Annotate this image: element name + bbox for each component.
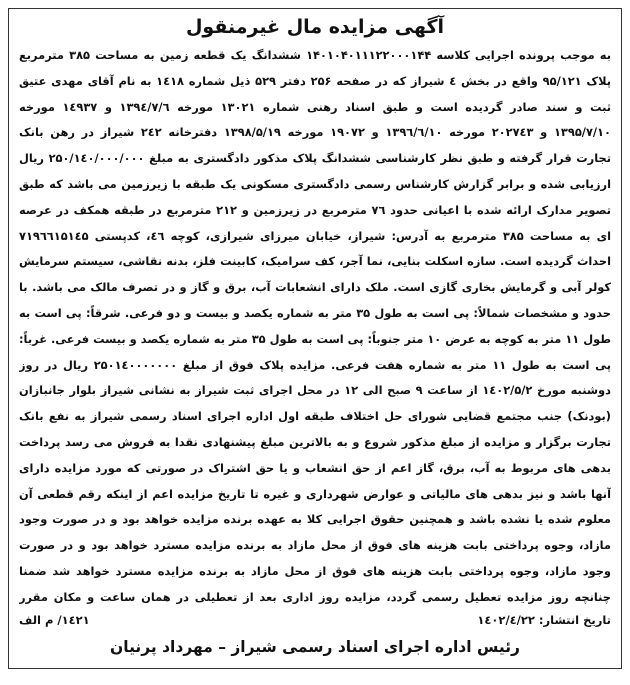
notice-meta — [19, 609, 611, 631]
publish-date: تاریخ انتشار: ۱٤۰۲/٤/۲۲ — [477, 613, 611, 627]
auction-notice — [8, 8, 622, 669]
notice-body: به موجب پرونده اجرایی کلاسه ۱۴۰۱۰۴۰۱۱۱۲۲۰۰۰۱۴۴ ششدانگ یک قطعه زمین به مساحت ۳۸۵ مترمربع پلاک ۹۵/۱۲۱ واقع در بخش ٤ شیراز که در صفحه ۲۵۶ دفتر ۵۲۹ ذیل شماره ۱٤۱۸ به نام آقای مهدی عتیق ثبت و سند صادر گردیده است و طبق اسناد رهنی شماره ۱۳۰۲۱ مورخه ۱۳۹٤/۷/٦ و ۱٤۹۳۷ مورخه ۱۳۹۵/۷/۱۰ و ۲۰۲۷٤۳ مورخه ۱۳۹٦/٦/۱۰ و ۱۹۰۷۲ مورخه ۱۳۹۸/۵/۱۹ دفترخانه ۲٤۲ شیراز در رهن بانک تجارت قرار گرفته و طبق نظر کارشناسی ششدانگ پلاک مذکور دادگستری به مبلغ ۲۵۰/۱٤۰/۰۰۰/۰۰۰ ریال ارزیابی شده و برابر گزارش کارشناس رسمی دادگستری مسکونی یک طبقه با زیرزمین می باشد که طبق تصویر مدارک ارائه شده با اعیانی حدود ۷٦ مترمربع در زیرزمین و ۲۱۲ مترمربع در طبقه همکف در عرصه ای به مساحت ۳۸۵ مترمربع به آدرس: شیراز، خیابان میرزای شیرازی، کوچه ٤٦، کدپستی ۷۱۹٦٦۱۵۱٤۵ احداث گردیده است. سازه اسکلت بنایی، نما آجر، کف سرامیک، کابینت فلز، بدنه نقاشی، سیستم سرمایش کولر آبی و گرمایش بخاری گازی است. ملک دارای انشعابات آب، برق و گاز و در تصرف مالک می باشد. با حدود و مشخصات شمالاً: پی است به طول ۳۵ متر به شماره یکصد و بیست و دو فرعی. شرقاً: پی است به طول ۱۱ متر به کوچه به عرض ۱۰ متر جنوباً: پی است به طول ۳۵ متر به شماره یکصد و بیست فرعی. غرباً: پی است به طول ۱۱ متر به شماره هفت فرعی. مزایده پلاک فوق از مبلغ ۲۵۰۱٤۰۰۰۰۰۰۰ ریال در روز دوشنبه مورخ ۱٤۰۲/۵/۲ از ساعت ۹ صبح الی ۱۲ در محل اجرای ثبت شیراز به نشانی شیراز بلوار جانبازان (بودنک) جنب مجتمع قضایی شورای حل اختلاف طبقه اول اداره اجرای اسناد رسمی شیراز به نفع بانک تجارت برگزار و مزایده از مبلغ مذکور شروع و به بالاترین مبلغ پیشنهادی نقدا به فروش می رسد پرداخت بدهی های مربوط به آب، برق، گاز اعم از حق انشعاب و یا حق اشتراک در صورتی که مورد مزایده دارای آنها باشد و نیز بدهی های مالیاتی و عوارض شهرداری و غیره تا تاریخ مزایده اعم از اینکه رقم قطعی آن معلوم شده یا نشده باشد و همچنین حقوق اجرایی کلا به عهده برنده مزایده خواهد بود و در صورت وجود مازاد، وجوه پرداختی بابت هزینه های فوق از محل مازاد به برنده مزایده مسترد خواهد بود و در صورت وجود مازاد، وجوه پرداختی بابت هزینه های فوق از محل مازاد به برنده مزایده مسترد خواهد شد ضمنا چنانچه روز مزایده تعطیل رسمی گردد، مزایده روز اداری بعد از تعطیلی در همان ساعت و مکان مقرر — [19, 48, 611, 604]
notice-signature: رئیس اداره اجرای اسناد رسمی شیراز – مهرداد پرنیان — [110, 638, 520, 656]
notice-code: ۱٤۲۱/ م الف — [19, 613, 90, 627]
notice-title: آگهی مزایده مال غیرمنقول — [185, 16, 445, 38]
